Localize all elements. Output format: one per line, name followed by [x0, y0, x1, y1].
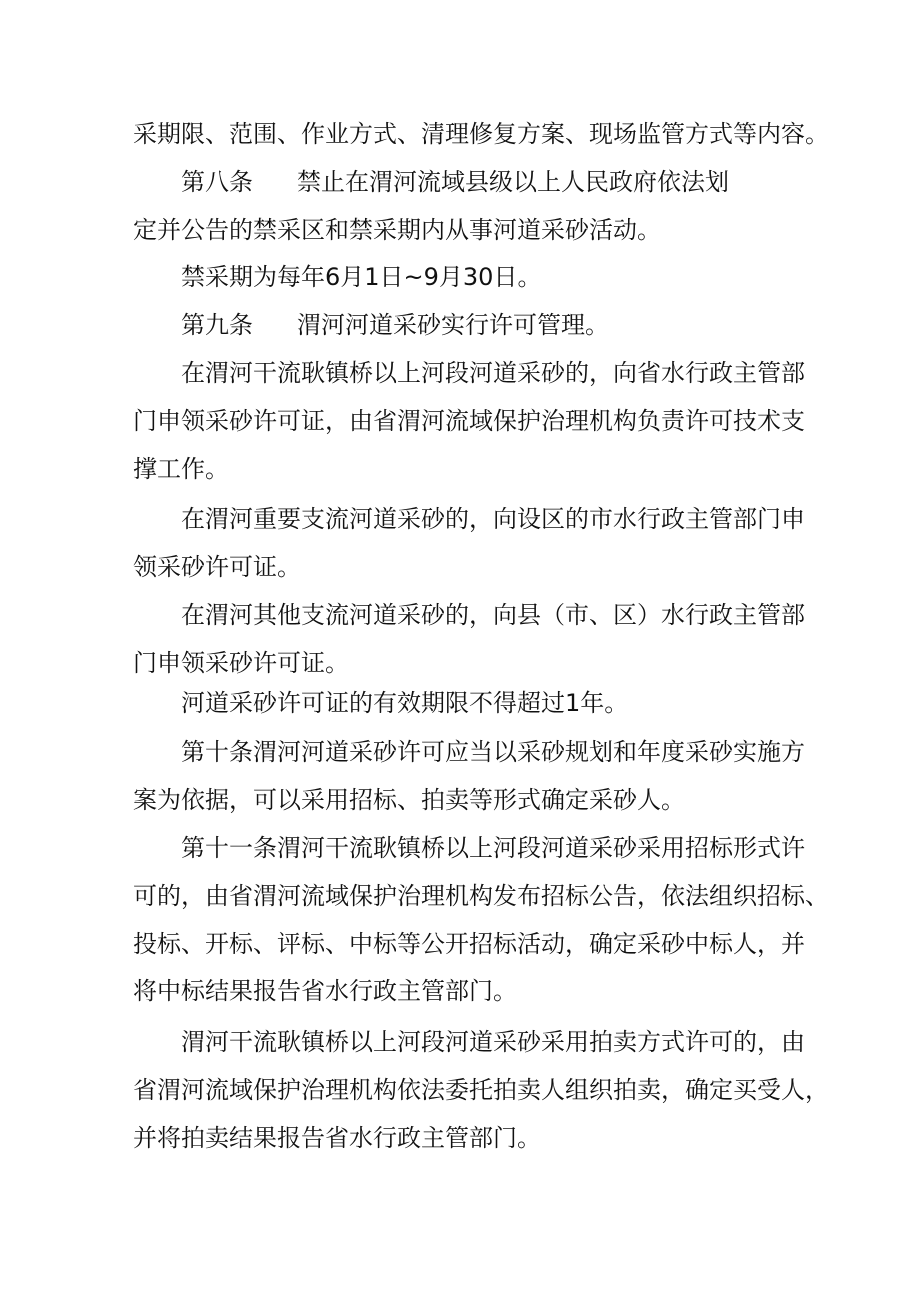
- text-line: 案为依据，可以采用招标、拍卖等形式确定采砂人。: [133, 786, 685, 814]
- article-8-line: [181, 167, 729, 197]
- text-line: 可的，由省渭河流域保护治理机构发布招标公告，依法组织招标、: [133, 882, 829, 910]
- text-line: 采期限、范围、作业方式、清理修复方案、现场监管方式等内容。: [133, 120, 829, 148]
- text-line: 在渭河重要支流河道采砂的，向设区的市水行政主管部门申: [181, 505, 805, 533]
- text-line: 领采砂许可证。: [133, 553, 301, 581]
- text-line: 河道采砂许可证的有效期限不得超过1年。: [181, 689, 629, 717]
- text-line: 在渭河其他支流河道采砂的，向县（市、区）水行政主管部: [181, 601, 805, 629]
- text-line: 将中标结果报告省水行政主管部门。: [133, 977, 517, 1005]
- text-line: 渭河干流耿镇桥以上河段河道采砂采用拍卖方式许可的，由: [181, 1028, 805, 1056]
- article-heading: 第九条: [181, 311, 253, 339]
- article-text: 禁止在渭河流域县级以上人民政府依法划: [297, 168, 729, 196]
- text-line: 第十条渭河河道采砂许可应当以采砂规划和年度采砂实施方: [181, 738, 805, 766]
- text-line: 门申领采砂许可证，由省渭河流域保护治理机构负责许可技术支: [133, 407, 805, 435]
- text-line: 第十一条渭河干流耿镇桥以上河段河道采砂采用招标形式许: [181, 834, 805, 862]
- article-9-line: [181, 310, 609, 340]
- text-line: 省渭河流域保护治理机构依法委托拍卖人组织拍卖，确定买受人，: [133, 1076, 829, 1104]
- text-line: 在渭河干流耿镇桥以上河段河道采砂的，向省水行政主管部: [181, 359, 805, 387]
- text-line: 门申领采砂许可证。: [133, 649, 349, 677]
- text-line: 投标、开标、评标、中标等公开招标活动，确定采砂中标人，并: [133, 930, 805, 958]
- text-line: 撑工作。: [133, 455, 229, 483]
- text-line: 并将拍卖结果报告省水行政主管部门。: [133, 1124, 541, 1152]
- article-heading: 第八条: [181, 168, 253, 196]
- text-line: 禁采期为每年6月1日~9月30日。: [181, 263, 542, 291]
- text-line: 定并公告的禁采区和禁采期内从事河道采砂活动。: [133, 216, 661, 244]
- article-text: 渭河河道采砂实行许可管理。: [297, 311, 609, 339]
